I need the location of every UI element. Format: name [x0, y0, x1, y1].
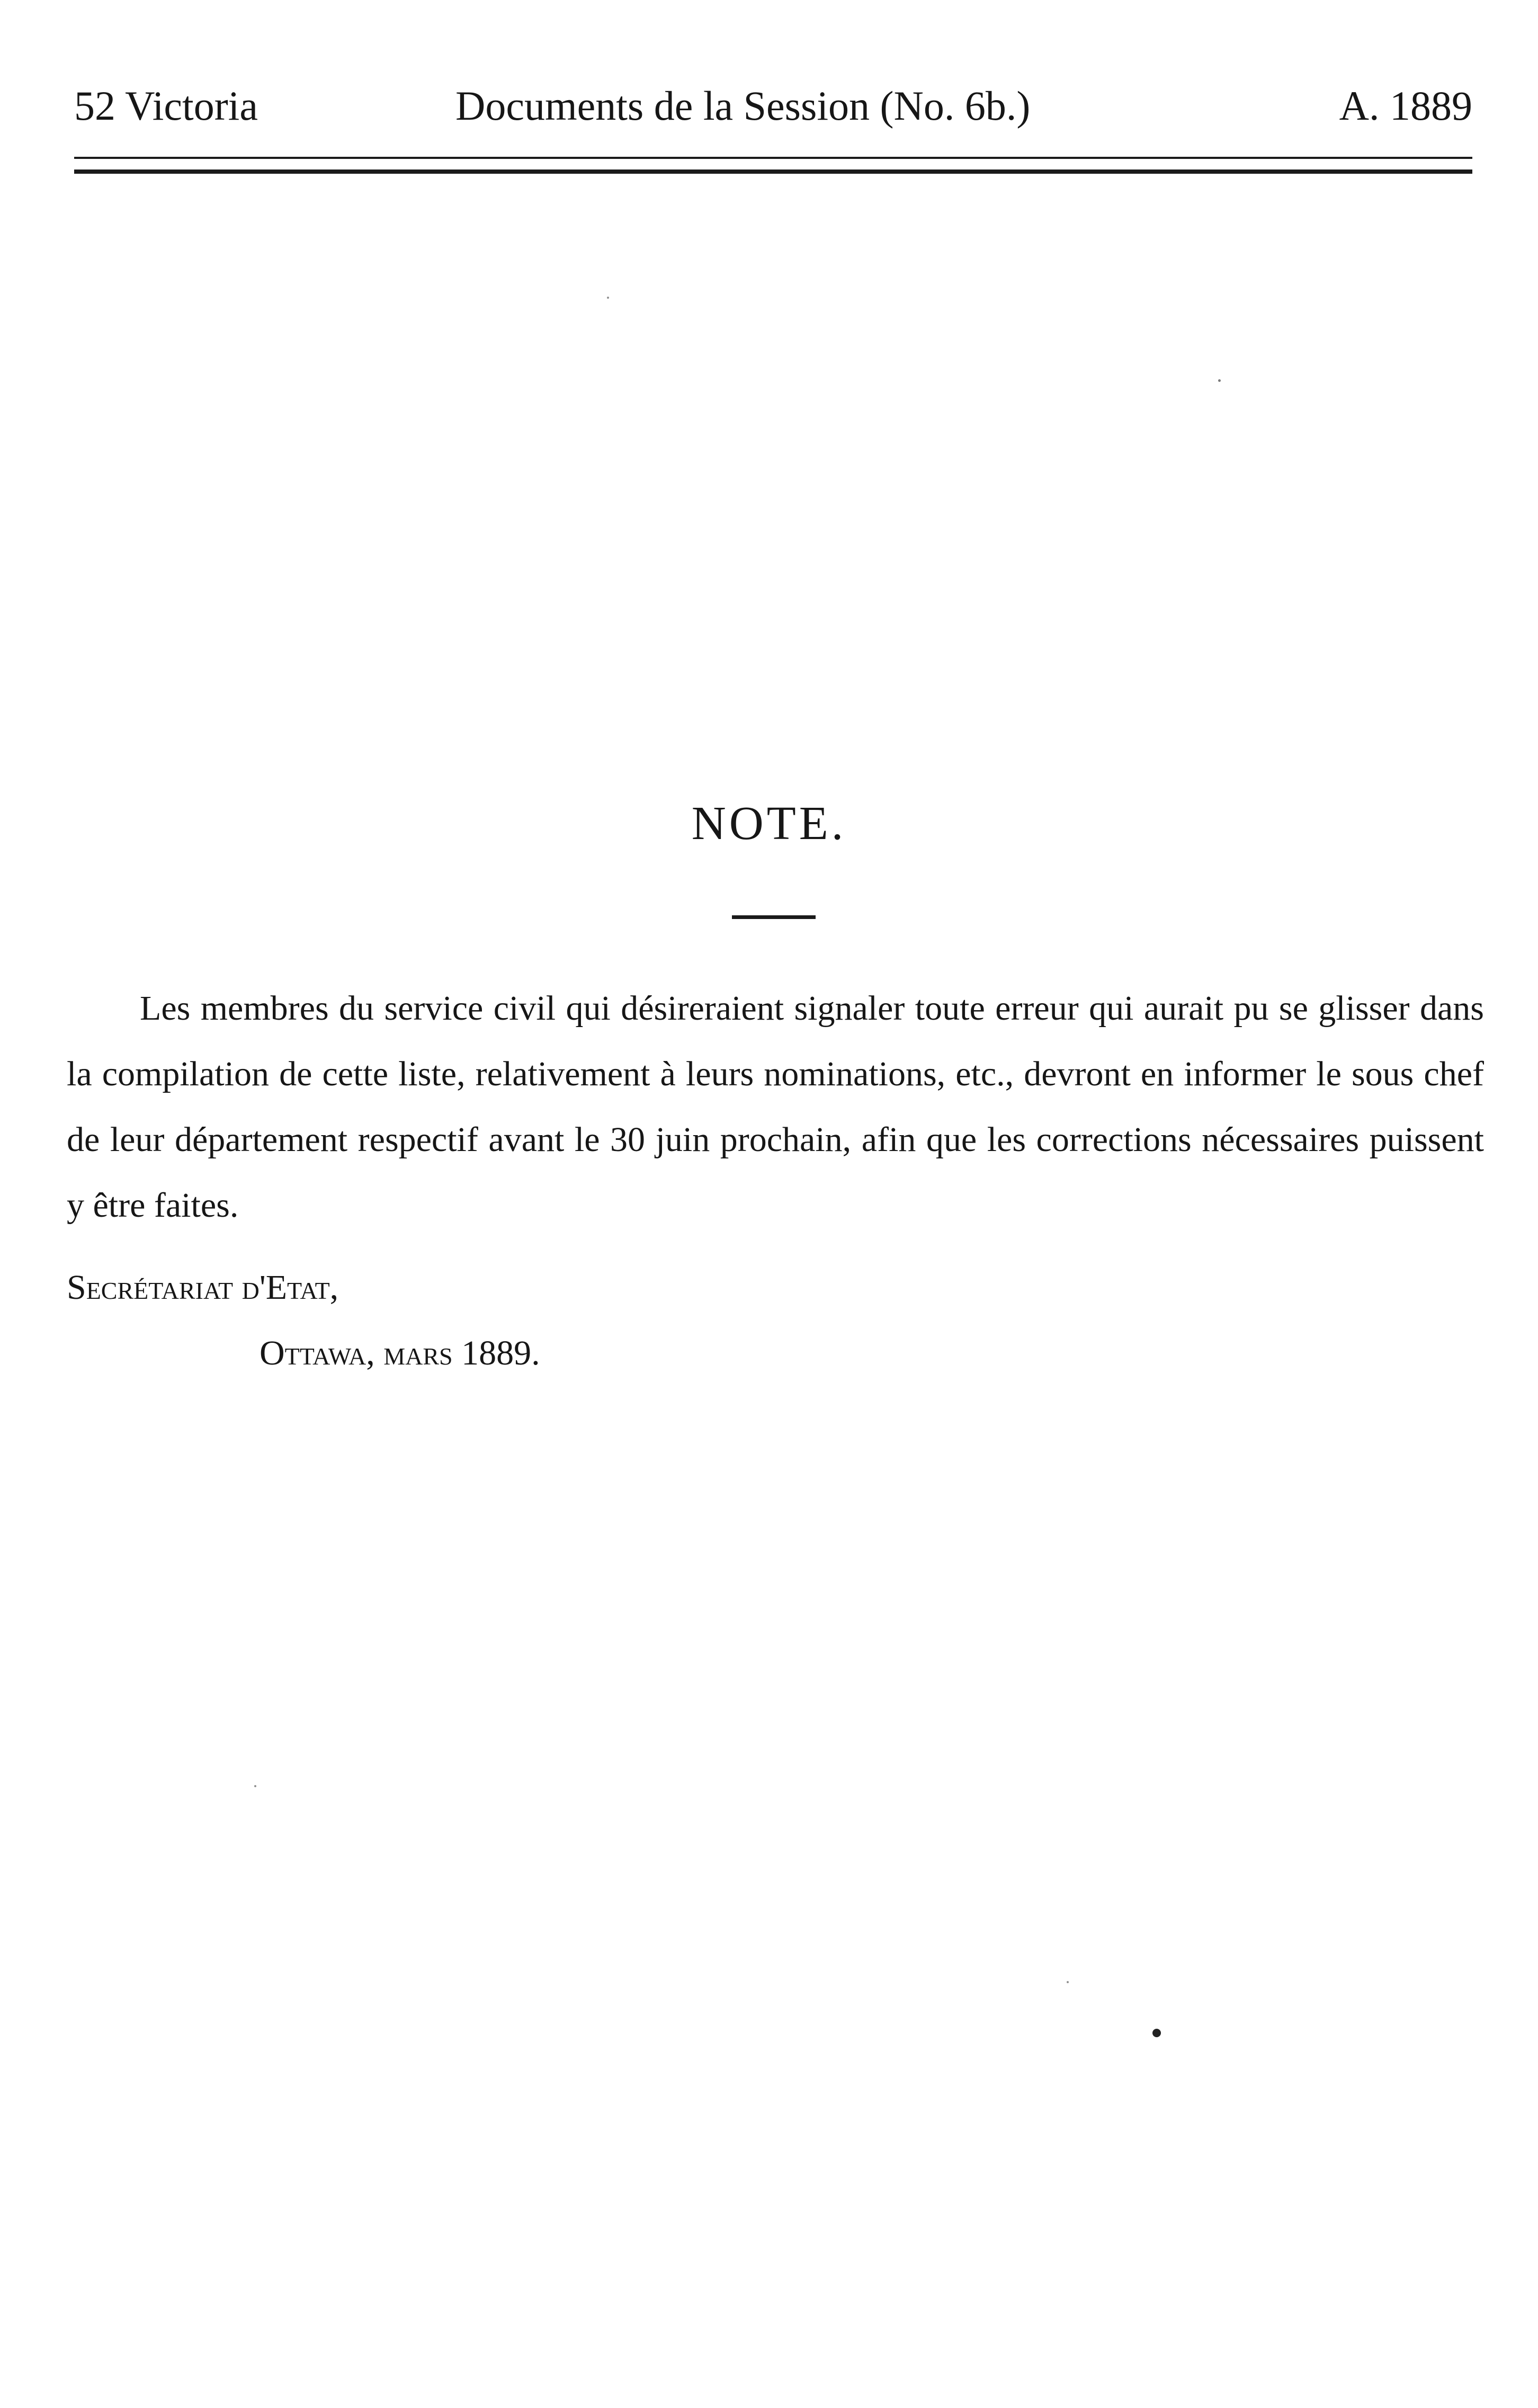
title-divider [732, 915, 816, 919]
header-year: A. 1889 [1339, 83, 1472, 129]
header-rule-thick [74, 170, 1472, 174]
ink-speck [254, 1785, 256, 1787]
signature-office: Secrétariat d'Etat, [67, 1268, 339, 1307]
header-title: Documents de la Session (No. 6b.) [455, 83, 1031, 129]
ink-speck [1152, 2029, 1161, 2037]
place-date-text: Ottawa, mars 1889. [260, 1334, 540, 1372]
note-title: NOTE. [691, 797, 847, 850]
running-header [74, 74, 1472, 138]
signature-place-date [260, 1324, 540, 1383]
header-rule-thin [74, 157, 1472, 159]
note-paragraph: Les membres du service civil qui désireraient signaler toute erreur qui aurait pu se glisser dans la compilation de cette liste, relativement à leurs nominations, etc., devront en informer le sous chef de leur département respectif avant le 30 juin prochain, afin que les corrections nécessaires puissent y être faites. [67, 989, 1484, 1225]
ink-speck [607, 297, 609, 299]
ink-speck [1067, 1981, 1069, 1983]
ink-speck [1218, 379, 1221, 382]
header-volume: 52 Victoria [74, 83, 258, 129]
